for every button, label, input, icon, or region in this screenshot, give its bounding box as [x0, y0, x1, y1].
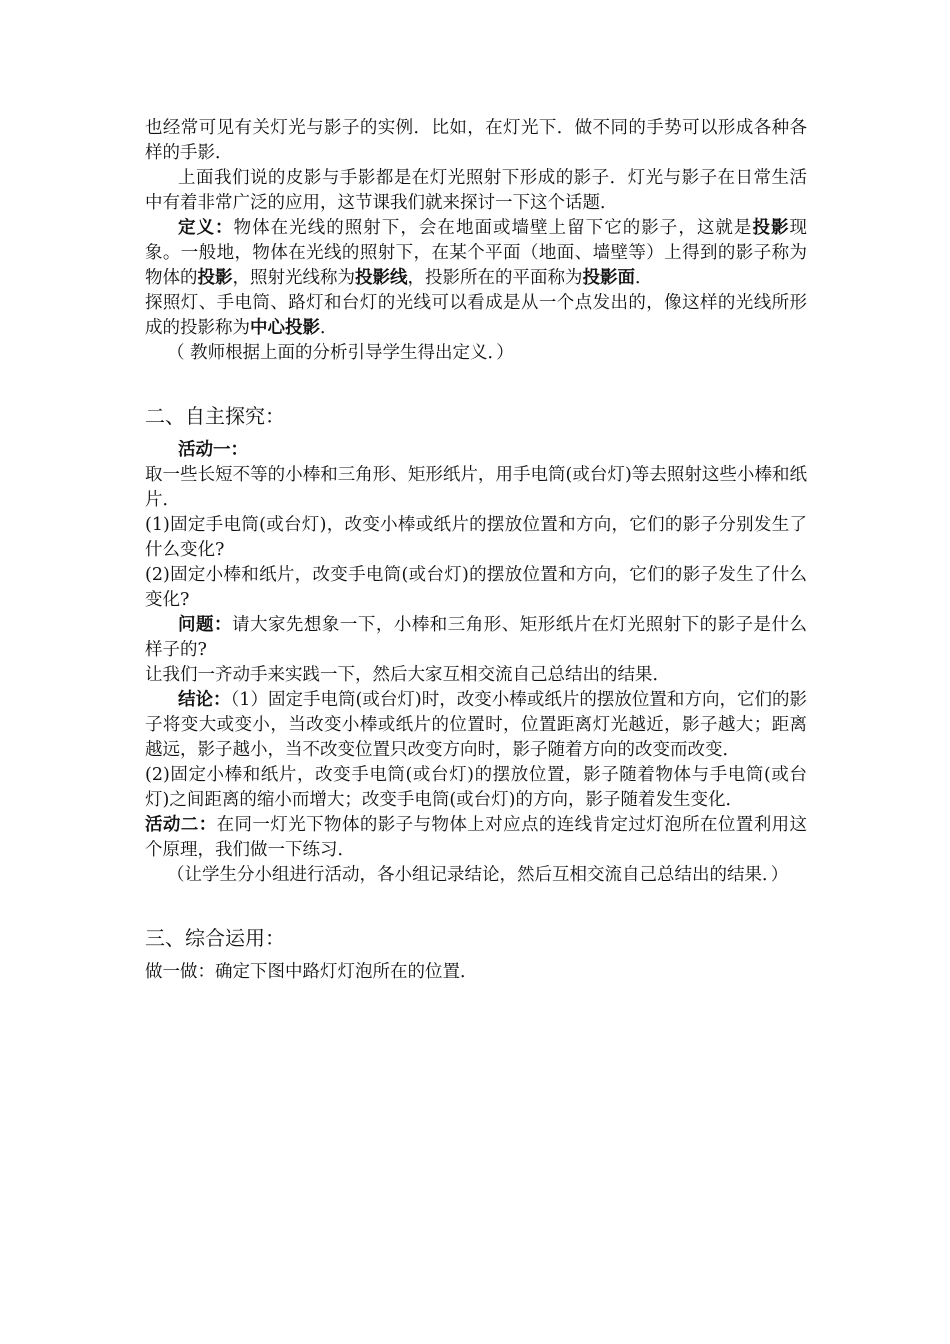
activity-1-question-2: (2)固定小棒和纸片，改变手电筒(或台灯)的摆放位置和方向，它们的影子发生了什么变化? — [145, 565, 807, 610]
term-projection-line: 投影线 — [355, 268, 408, 288]
definition-text-4: ，投影所在的平面称为 — [407, 268, 583, 288]
conclusion-label: 结论： — [178, 690, 231, 710]
term-projection-plane: 投影面 — [582, 268, 635, 288]
group-note: （让学生分小组进行活动，各小组记录结论，然后互相交流自己总结出的结果．） — [167, 865, 789, 885]
section-3-heading: 三、综合运用： — [145, 926, 285, 950]
definition-text-5: ． — [635, 268, 653, 288]
term-projection: 投影 — [752, 218, 790, 238]
activity-1-description: 取一些长短不等的小棒和三角形、矩形纸片，用手电筒(或台灯)等去照射这些小棒和纸片． — [145, 465, 807, 510]
practice-paragraph: 让我们一齐动手来实践一下，然后大家互相交流自己总结出的结果． — [145, 665, 670, 685]
definition-text-1: 物体在光线的照射下，会在地面或墙壁上留下它的影子，这就是 — [233, 218, 753, 238]
central-projection-paragraph — [145, 291, 807, 341]
definition-label: 定义： — [178, 218, 234, 238]
section-2-heading: 二、自主探究： — [145, 404, 285, 428]
intro-paragraph-1: 也经常可见有关灯光与影子的实例．比如，在灯光下．做不同的手势可以形成各种各样的手影． — [145, 118, 807, 163]
central-text-1: 探照灯、手电筒、路灯和台灯的光线可以看成是从一个点发出的，像这样的光线所形成的投影称为 — [145, 293, 807, 338]
activity-1-label-line — [145, 438, 807, 463]
question-paragraph — [145, 613, 807, 663]
section-3-task: 做一做：确定下图中路灯灯泡所在的位置． — [145, 962, 478, 982]
definition-paragraph — [145, 216, 807, 291]
central-text-2: ． — [320, 318, 338, 338]
question-text: 请大家先想象一下，小棒和三角形、矩形纸片在灯光照射下的影子是什么样子的? — [145, 615, 808, 660]
activity-2-label: 活动二： — [145, 815, 217, 835]
activity-1-question-1: (1)固定手电筒(或台灯)，改变小棒或纸片的摆放位置和方向，它们的影子分别发生了什么变化? — [145, 515, 807, 560]
activity-2-paragraph — [145, 813, 807, 863]
definition-text-2: 现象。一般地，物体在光线的照射下，在某个平面（地面、墙壁等）上得到的影子称为物体的 — [145, 218, 808, 288]
definition-text-3: ，照射光线称为 — [232, 268, 355, 288]
question-label: 问题： — [178, 615, 232, 635]
activity-2-text: 在同一灯光下物体的影子与物体上对应点的连线肯定过灯泡所在位置利用这个原理，我们做一下练习． — [145, 815, 808, 860]
term-projection-2: 投影 — [197, 268, 233, 288]
conclusion-paragraph — [145, 688, 807, 763]
conclusion-text: （1）固定手电筒(或台灯)时，改变小棒或纸片的摆放位置和方向，它们的影子将变大或变小，当改变小棒或纸片的位置时，位置距离灯光越近，影子越大；距离越远，影子越小，当不改变位置只改变方向时，影子随着方向的改变而改变． — [145, 690, 807, 760]
intro-paragraph-2: 上面我们说的皮影与手影都是在灯光照射下形成的影子．灯光与影子在日常生活中有着非常广泛的应用，这节课我们就来探讨一下这个话题． — [145, 168, 807, 213]
activity-1-label: 活动一： — [178, 440, 248, 460]
document-body — [145, 116, 807, 985]
teacher-note: （ 教师根据上面的分析引导学生得出定义．） — [167, 343, 514, 363]
conclusion-paragraph-2: (2)固定小棒和纸片，改变手电筒(或台灯)的摆放位置，影子随着物体与手电筒(或台灯)之间距离的缩小而增大；改变手电筒(或台灯)的方向，影子随着发生变化． — [145, 765, 807, 810]
term-central-projection: 中心投影 — [250, 318, 320, 338]
